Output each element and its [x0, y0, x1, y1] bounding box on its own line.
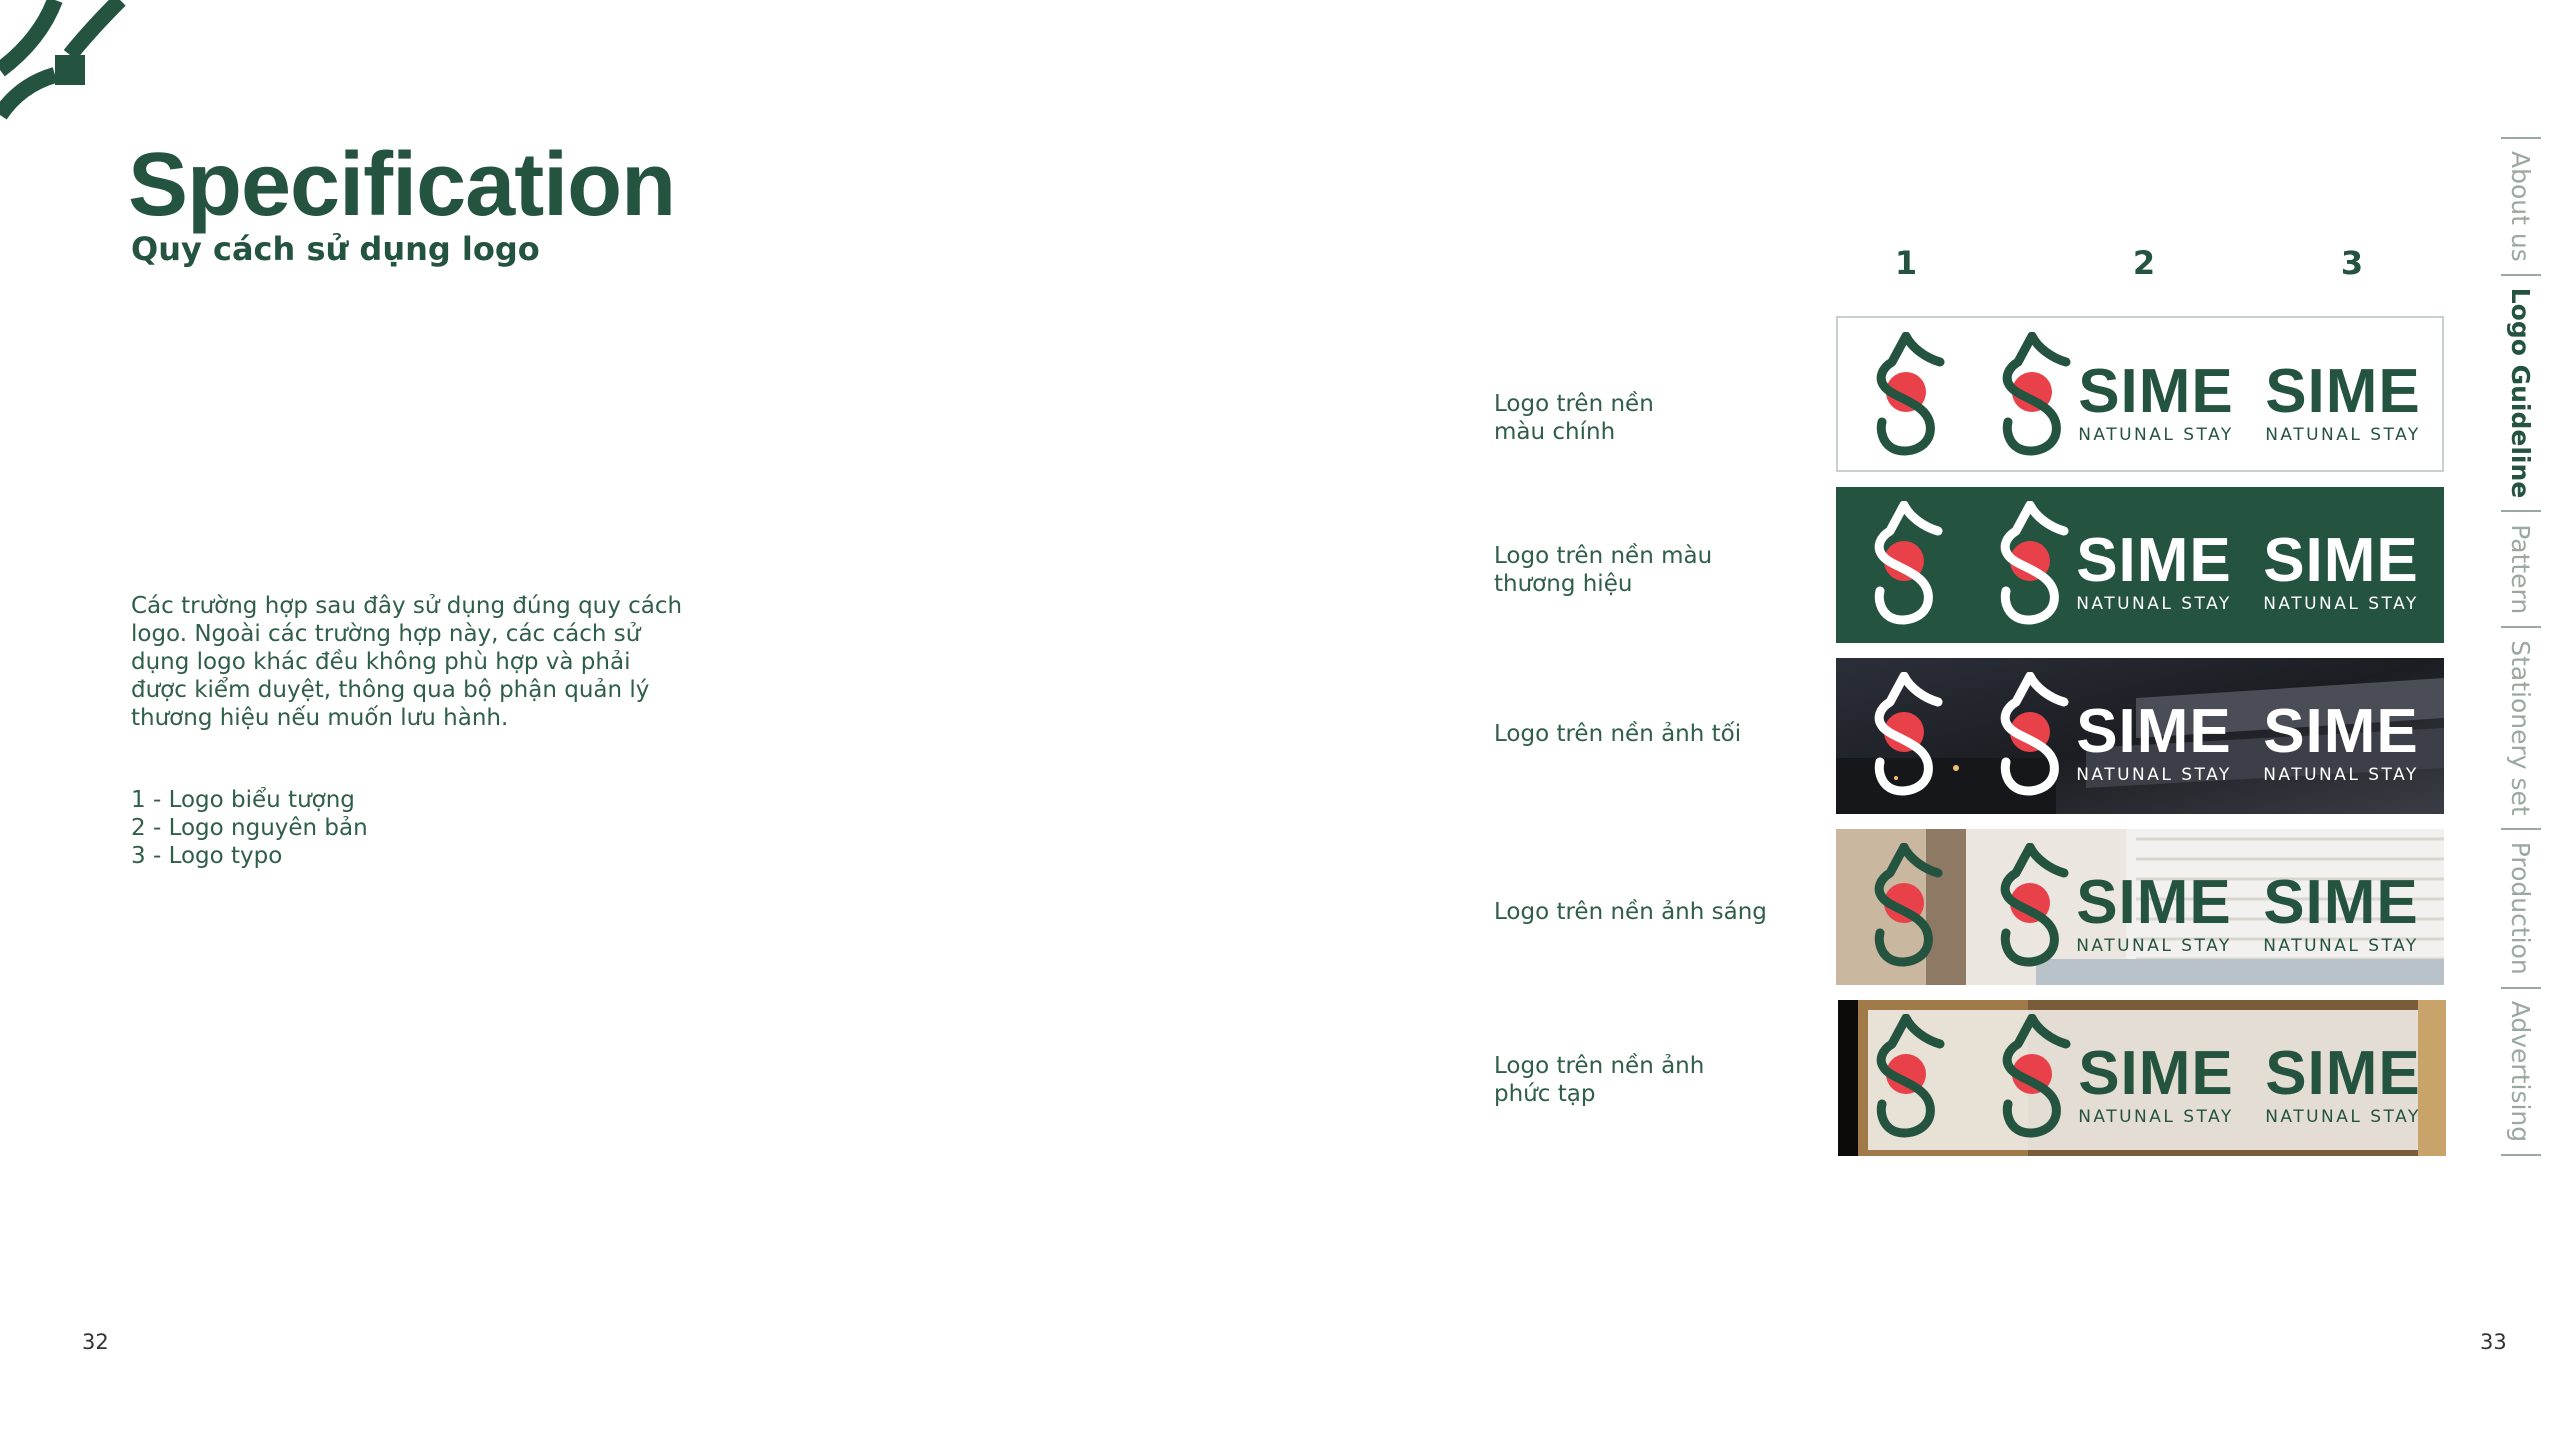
- corner-emblem-icon: [0, 0, 130, 120]
- nav-divider: [2501, 510, 2541, 512]
- legend-number: 2 -: [131, 815, 169, 841]
- tagline-text: NATUNAL STAY: [2265, 425, 2421, 445]
- row-label-primary: Logo trên nền màu chính: [1494, 391, 1654, 445]
- nav-item-about-us[interactable]: About us: [2506, 151, 2536, 262]
- tagline-text: NATUNAL STAY: [2076, 936, 2232, 956]
- sime-wordmark: [2074, 526, 2234, 615]
- wordmark-text: SIME: [2078, 1039, 2234, 1108]
- logo-panel-primary: [1836, 316, 2444, 472]
- row-label-light-photo: Logo trên nền ảnh sáng: [1494, 899, 1767, 925]
- intro-paragraph: Các trường hợp sau đây sử dụng đúng quy cách logo. Ngoài các trường hợp này, các cách sử dụng logo khác đều không phù hợp và phải được kiểm duyệt, thông qua bộ phận quản lý thương hiệu nếu muốn lưu hành.: [131, 593, 683, 731]
- page-title: Specification: [128, 135, 676, 235]
- column-number-2: 2: [2132, 244, 2156, 282]
- sime-wordmark: [2074, 868, 2234, 957]
- wordmark-text: SIME: [2265, 357, 2421, 426]
- tagline-text: NATUNAL STAY: [2076, 594, 2232, 614]
- wordmark-text: SIME: [2076, 868, 2232, 937]
- sime-mark-icon: [1988, 1014, 2072, 1140]
- logo-panel-complex-photo: [1838, 1000, 2446, 1156]
- sime-mark-icon: [1862, 1014, 1946, 1140]
- sime-wordmark: [2261, 697, 2421, 786]
- sime-mark-icon: [1986, 843, 2070, 969]
- column-number-1: 1: [1894, 244, 1918, 282]
- sime-mark-icon: [1986, 501, 2070, 627]
- page-number-right: 33: [2480, 1330, 2507, 1354]
- tagline-text: NATUNAL STAY: [2263, 765, 2419, 785]
- sime-wordmark: [2261, 868, 2421, 957]
- row-label-complex-photo: Logo trên nền ảnh phức tạp: [1494, 1053, 1705, 1107]
- legend-number: 1 -: [131, 787, 169, 813]
- tagline-text: NATUNAL STAY: [2078, 1107, 2234, 1127]
- legend-text: Logo nguyên bản: [168, 815, 368, 841]
- nav-item-stationery-set[interactable]: Stationery set: [2506, 640, 2536, 816]
- sime-wordmark: [2076, 357, 2236, 446]
- nav-item-production[interactable]: Production: [2506, 841, 2536, 975]
- legend-text: Logo biểu tượng: [168, 787, 355, 813]
- legend-item: [131, 814, 368, 842]
- legend-item: [131, 786, 368, 814]
- logo-panel-light-photo: [1836, 829, 2444, 985]
- nav-divider: [2501, 987, 2541, 989]
- sime-wordmark: [2076, 1039, 2236, 1128]
- sime-wordmark: [2074, 697, 2234, 786]
- wordmark-text: SIME: [2263, 868, 2419, 937]
- page-subtitle: Quy cách sử dụng logo: [131, 230, 540, 268]
- tagline-text: NATUNAL STAY: [2263, 594, 2419, 614]
- legend-text: Logo typo: [168, 843, 283, 869]
- sime-mark-icon: [1860, 843, 1944, 969]
- logo-panel-dark-photo: [1836, 658, 2444, 814]
- sime-mark-icon: [1860, 672, 1944, 798]
- sime-mark-icon: [1862, 332, 1946, 458]
- logo-panel-brand: [1836, 487, 2444, 643]
- nav-item-pattern[interactable]: Pattern: [2506, 524, 2536, 615]
- nav-divider: [2501, 1154, 2541, 1156]
- legend-number: 3 -: [131, 843, 169, 869]
- nav-divider: [2501, 626, 2541, 628]
- tagline-text: NATUNAL STAY: [2265, 1107, 2421, 1127]
- sime-mark-icon: [1860, 501, 1944, 627]
- wordmark-text: SIME: [2263, 526, 2419, 595]
- sime-wordmark: [2261, 526, 2421, 615]
- wordmark-text: SIME: [2076, 697, 2232, 766]
- tagline-text: NATUNAL STAY: [2076, 765, 2232, 785]
- sime-mark-icon: [1986, 672, 2070, 798]
- wordmark-text: SIME: [2263, 697, 2419, 766]
- nav-divider: [2501, 137, 2541, 139]
- sime-wordmark: [2263, 357, 2423, 446]
- nav-item-logo-guideline[interactable]: Logo Guideline: [2506, 287, 2536, 499]
- wordmark-text: SIME: [2076, 526, 2232, 595]
- column-number-3: 3: [2340, 244, 2364, 282]
- tagline-text: NATUNAL STAY: [2078, 425, 2234, 445]
- row-label-brand: Logo trên nền màu thương hiệu: [1494, 543, 1713, 597]
- legend-item: [131, 842, 368, 870]
- tagline-text: NATUNAL STAY: [2263, 936, 2419, 956]
- page-number-left: 32: [82, 1330, 109, 1354]
- wordmark-text: SIME: [2265, 1039, 2421, 1108]
- nav-item-advertising[interactable]: Advertising: [2506, 1000, 2536, 1143]
- wordmark-text: SIME: [2078, 357, 2234, 426]
- nav-divider: [2501, 828, 2541, 830]
- row-label-dark-photo: Logo trên nền ảnh tối: [1494, 721, 1742, 747]
- sime-mark-icon: [1988, 332, 2072, 458]
- sime-wordmark: [2263, 1039, 2423, 1128]
- logo-type-legend: [131, 786, 368, 870]
- section-navigation: [2503, 125, 2543, 1143]
- nav-divider: [2501, 274, 2541, 276]
